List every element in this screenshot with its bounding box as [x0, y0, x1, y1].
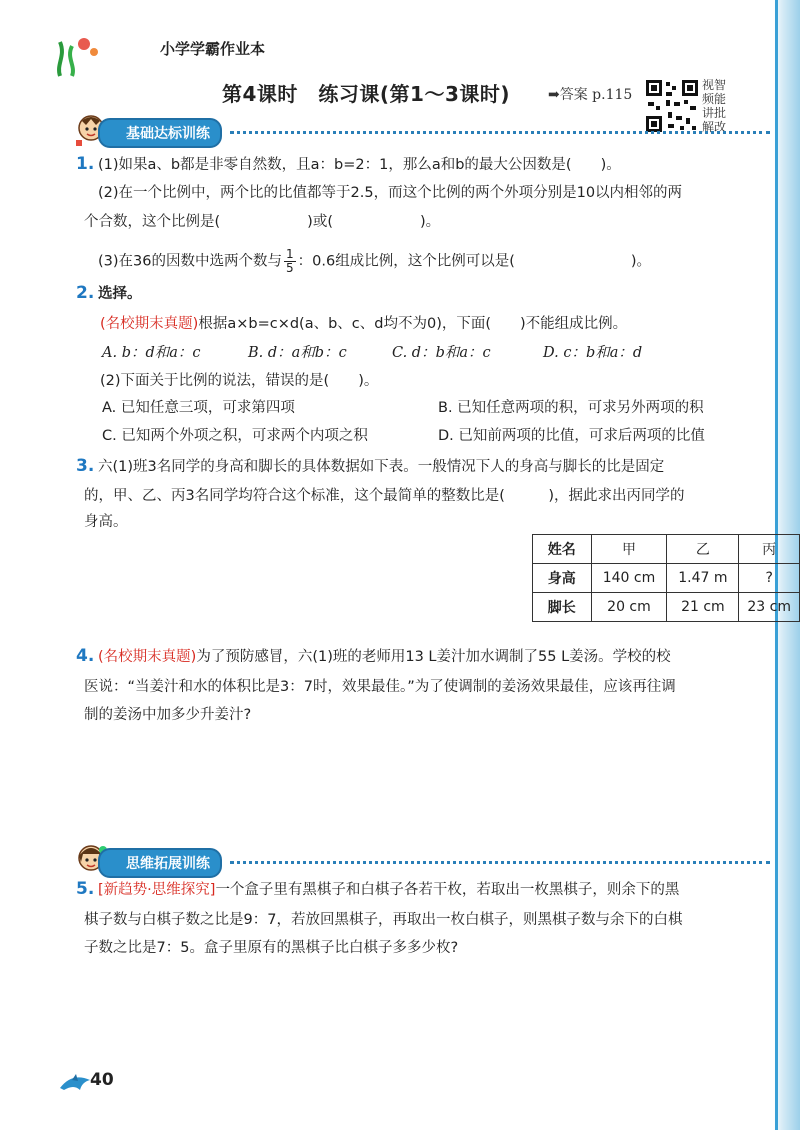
brand-name: 小学学霸作业本: [160, 40, 266, 58]
table-cell: 脚长: [533, 593, 592, 622]
q4-line3: 制的姜汤中加多少升姜汁?: [84, 707, 252, 723]
table-row: [533, 564, 800, 593]
q2-sub2-option-a: A. 已知任意三项，可求第四项: [102, 400, 295, 416]
page-number: 40: [90, 1070, 114, 1090]
q1-part3-prefix: (3)在36的因数中选两个数与: [98, 253, 282, 270]
question-number: 2.: [76, 283, 95, 303]
question-number: 3.: [76, 456, 95, 476]
lesson-title: 第4课时 练习课(第1～3课时): [222, 82, 511, 106]
table-cell: 1.47 m: [667, 564, 739, 593]
q2-option-c: C. d：b和a：c: [392, 345, 491, 361]
q5-line2: 棋子数与白棋子数之比是9：7，若放回黑棋子，再取出一枚白棋子，则黑棋子数与余下的白棋: [84, 912, 683, 928]
q2-option-d: D. c：b和a：d: [543, 345, 643, 361]
question-number: 4.: [76, 646, 95, 666]
q2-option-a: A. b：d和a：c: [102, 345, 201, 361]
table-header-cell: 乙: [667, 535, 739, 564]
fraction: $\frac{1}{5}$: [286, 247, 294, 275]
trend-tag: [新趋势·思维探究]: [98, 882, 216, 898]
section-divider: [230, 861, 770, 864]
table-header-cell: 丙: [739, 535, 800, 564]
exam-tag: (名校期末真题): [100, 316, 199, 332]
table-cell: 身高: [533, 564, 592, 593]
table-row: [533, 593, 800, 622]
q1-part2-line2: 个合数，这个比例是( )或( )。: [84, 214, 441, 230]
q3-line1: 六(1)班3名同学的身高和脚长的具体数据如下表。一般情况下人的身高与脚长的比是固定: [98, 459, 665, 475]
q2-title: 选择。: [98, 286, 142, 302]
q3-line2: 的，甲、乙、丙3名同学均符合这个标准，这个最简单的整数比是( )，据此求出丙同学的: [84, 488, 685, 504]
q2-sub2-option-c: C. 已知两个外项之积，可求两个内项之积: [102, 428, 368, 444]
section-divider: [230, 131, 770, 134]
table-header-cell: 姓名: [533, 535, 592, 564]
q3-line3: 身高。: [84, 514, 128, 530]
table-cell: 23 cm: [739, 593, 800, 622]
q2-sub2-option-d: D. 已知前两项的比值，可求后两项的比值: [438, 428, 705, 444]
table-cell: 20 cm: [591, 593, 667, 622]
section-title-basic: 基础达标训练: [98, 118, 222, 148]
q4-line1-text: 为了预防感冒，六(1)班的老师用13 L姜汁加水调制了55 L姜汤。学校的校: [196, 649, 671, 665]
q5-line3: 子数之比是7：5。盒子里原有的黑棋子比白棋子多多少枚?: [84, 940, 459, 956]
seaweed-logo-icon: [50, 26, 104, 78]
q2-sub2: (2)下面关于比例的说法，错误的是( )。: [100, 373, 379, 389]
q1-part2-line1: (2)在一个比例中，两个比的比值都等于2.5，而这个比例的两个外项分别是10以内相邻的两: [98, 185, 683, 201]
q1-part3-suffix: ：0.6组成比例，这个比例可以是( )。: [297, 253, 652, 270]
table-cell: ?: [739, 564, 800, 593]
dolphin-icon: [58, 1072, 92, 1094]
q1-part3: [98, 248, 651, 275]
q2-sub1-text: 根据a×b=c×d(a、b、c、d均不为0)，下面( )不能组成比例。: [198, 316, 628, 332]
table-header-cell: 甲: [591, 535, 667, 564]
q4-line2: 医说：“当姜汁和水的体积比是3：7时，效果最佳。”为了使调制的姜汤效果最佳，应该再往调: [84, 679, 676, 695]
table-cell: 21 cm: [667, 593, 739, 622]
q4-line1: [98, 647, 768, 667]
q2-option-b: B. d：a和b：c: [248, 345, 347, 361]
section-title-extension: 思维拓展训练: [98, 848, 222, 878]
exam-tag: (名校期末真题): [98, 649, 197, 665]
question-number: 5.: [76, 879, 95, 899]
answer-reference: ➡答案 p.115: [548, 87, 633, 103]
table-header-row: [533, 535, 800, 564]
q5-line1-text: 一个盒子里有黑棋子和白棋子各若干枚，若取出一枚黑棋子，则余下的黑: [215, 882, 680, 898]
q2-sub2-option-b: B. 已知任意两项的积，可求另外两项的积: [438, 400, 704, 416]
q2-sub1: [100, 314, 760, 334]
q1-part1: (1)如果a、b都是非零自然数，且a：b=2：1，那么a和b的最大公因数是( )。: [98, 157, 621, 173]
table-cell: 140 cm: [591, 564, 667, 593]
q5-line1: [98, 880, 768, 900]
question-number: 1.: [76, 154, 95, 174]
qr-code-icon[interactable]: [644, 78, 700, 134]
qr-caption: 视智 频能 讲批 解改: [702, 78, 727, 134]
height-foot-table: [532, 534, 800, 622]
